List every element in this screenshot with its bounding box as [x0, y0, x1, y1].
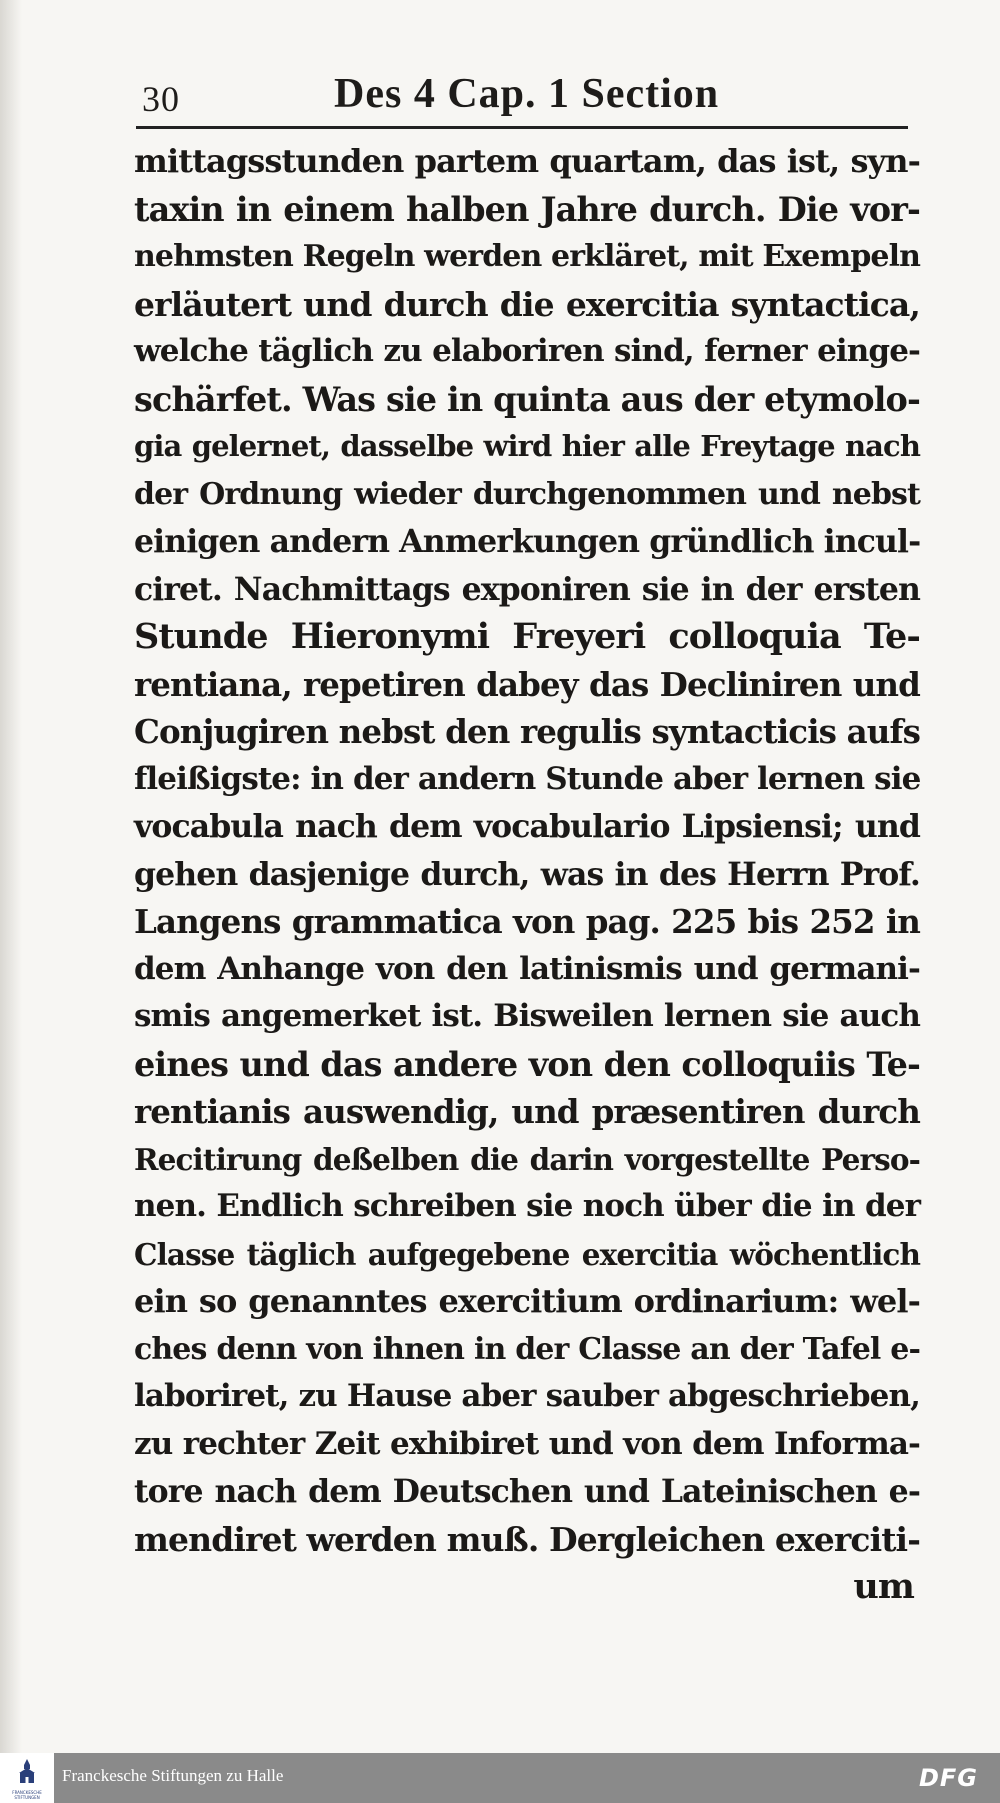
text-line: nen. Endlich schreiben sie noch über die in der	[134, 1188, 920, 1224]
text-line: ein so genanntes exercitium ordinarium: wel-	[134, 1282, 920, 1320]
text-line: rentiana, repetiren dabey das Decliniren und	[134, 664, 920, 704]
text-line: eines und das andere von den colloquiis Te-	[134, 1044, 920, 1084]
text-line: einigen andern Anmerkungen gründlich incul-	[134, 523, 921, 560]
text-line: Classe täglich aufgegebene exercitia wöchentlich	[134, 1236, 920, 1272]
footer-bar	[0, 1753, 1000, 1803]
dfg-logo: DFG	[918, 1764, 978, 1792]
text-line: mendiret werden muß. Dergleichen exerciti-	[134, 1519, 920, 1559]
text-line: rentianis auswendig, und præsentiren durch	[134, 1092, 920, 1131]
logo-text: FRANCKESCHE STIFTUNGEN	[12, 1790, 42, 1800]
text-line: gehen dasjenige durch, was in des Herrn Prof.	[134, 855, 920, 893]
text-line: smis angemerket ist. Bisweilen lernen sie auch	[134, 998, 920, 1034]
text-line: gia gelernet, dasselbe wird hier alle Freytage nach	[134, 429, 920, 463]
text-line: erläutert und durch die exercitia syntactica,	[134, 284, 920, 324]
text-line: zu rechter Zeit exhibiret und von dem Informa-	[134, 1425, 920, 1462]
text-line: Conjugiren nebst den regulis syntacticis aufs	[134, 712, 920, 751]
running-head: Des 4 Cap. 1 Section	[334, 71, 720, 117]
institution-name: Franckesche Stiftungen zu Halle	[62, 1766, 284, 1785]
text-line: tore nach dem Deutschen und Lateinischen e-	[134, 1473, 920, 1510]
text-line: dem Anhange von den latinismis und germani-	[134, 950, 920, 987]
text-line: nehmsten Regeln werden erkläret, mit Exempeln	[134, 239, 920, 274]
page-number: 30	[142, 79, 180, 119]
text-line: um	[853, 1566, 914, 1607]
text-line: schärfet. Was sie in quinta aus der etymolo-	[134, 379, 920, 419]
text-line: mittagsstunden partem quartam, das ist, syn-	[134, 142, 920, 180]
header-rule	[136, 126, 908, 129]
text-line: vocabula nach dem vocabulario Lipsiensi; und	[134, 808, 920, 845]
text-line: ches denn von ihnen in der Classe an der Tafel e-	[134, 1331, 920, 1367]
franckesche-logo	[0, 1753, 54, 1803]
page-header	[138, 62, 910, 126]
text-line: Recitirung deßelben die darin vorgestellte Perso-	[134, 1141, 920, 1177]
text-line: fleißigste: in der andern Stunde aber lernen sie	[134, 760, 921, 797]
text-line: laboriret, zu Hause aber sauber abgeschrieben,	[134, 1378, 920, 1414]
building-icon	[17, 1759, 37, 1785]
body-text	[134, 138, 920, 1611]
text-line: Stunde Hieronymi Freyeri colloquia Te-	[134, 616, 920, 657]
text-line: der Ordnung wieder durchgenommen und nebst	[134, 476, 920, 512]
text-line: taxin in einem halben Jahre durch. Die vor-	[134, 189, 920, 229]
text-line: ciret. Nachmittags exponiren sie in der ersten	[134, 570, 920, 608]
text-line: welche täglich zu elaboriren sind, ferner einge-	[134, 333, 920, 369]
text-line: Langens grammatica von pag. 225 bis 252 in	[134, 902, 920, 941]
